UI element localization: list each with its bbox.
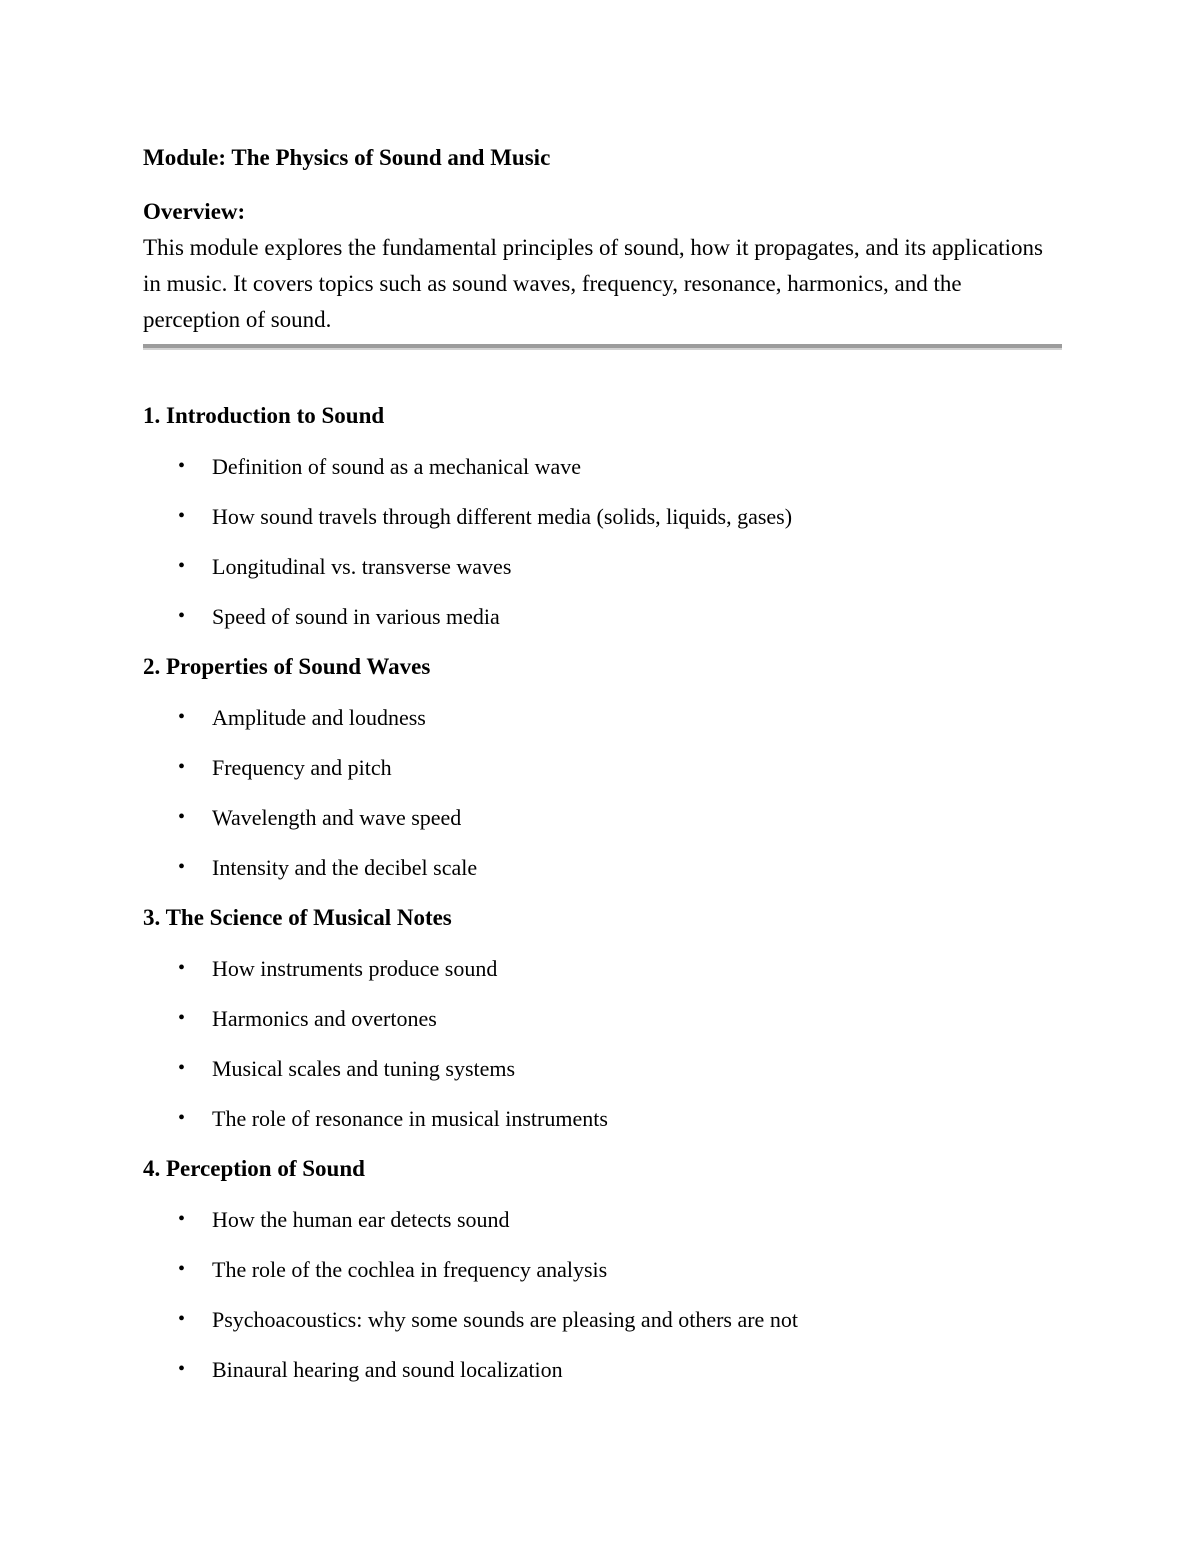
section-heading: 4. Perception of Sound — [143, 1156, 365, 1181]
section-science-of-musical-notes — [143, 904, 1062, 1132]
bullet-icon: • — [178, 455, 186, 477]
list-item — [178, 603, 1062, 630]
list-item-text: Wavelength and wave speed — [212, 805, 462, 830]
bullet-icon: • — [178, 1057, 186, 1079]
bullet-list — [143, 955, 1062, 1132]
list-item — [178, 1356, 1062, 1383]
list-item-text: Speed of sound in various media — [212, 604, 500, 629]
overview-block — [143, 194, 1062, 338]
list-item-text: Amplitude and loudness — [212, 705, 426, 730]
overview-text: This module explores the fundamental principles of sound, how it propagates, and its applications in music. It covers topics such as sound waves, frequency, resonance, harmonics, and the perception of sound. — [143, 235, 1043, 332]
section-properties-of-sound-waves — [143, 653, 1062, 881]
bullet-icon: • — [178, 756, 186, 778]
bullet-icon: • — [178, 1107, 186, 1129]
list-item-text: How sound travels through different media (solids, liquids, gases) — [212, 504, 793, 529]
bullet-icon: • — [178, 957, 186, 979]
list-item — [178, 1055, 1062, 1082]
list-item — [178, 1206, 1062, 1233]
bullet-icon: • — [178, 605, 186, 627]
bullet-icon: • — [178, 1007, 186, 1029]
bullet-icon: • — [178, 706, 186, 728]
bullet-list — [143, 453, 1062, 630]
list-item-text: How the human ear detects sound — [212, 1207, 510, 1232]
section-perception-of-sound — [143, 1155, 1062, 1383]
bullet-list — [143, 1206, 1062, 1383]
list-item — [178, 955, 1062, 982]
bullet-icon: • — [178, 1208, 186, 1230]
list-item — [178, 1256, 1062, 1283]
bullet-icon: • — [178, 856, 186, 878]
bullet-icon: • — [178, 505, 186, 527]
list-item — [178, 553, 1062, 580]
section-introduction-to-sound — [143, 402, 1062, 630]
bullet-icon: • — [178, 555, 186, 577]
bullet-list — [143, 704, 1062, 881]
list-item — [178, 754, 1062, 781]
list-item-text: Longitudinal vs. transverse waves — [212, 554, 512, 579]
list-item — [178, 804, 1062, 831]
module-title: Module: The Physics of Sound and Music — [143, 145, 551, 170]
bullet-icon: • — [178, 1308, 186, 1330]
list-item-text: Harmonics and overtones — [212, 1006, 437, 1031]
list-item — [178, 1105, 1062, 1132]
list-item — [178, 854, 1062, 881]
overview-label: Overview: — [143, 199, 246, 224]
list-item — [178, 1306, 1062, 1333]
list-item — [178, 704, 1062, 731]
bullet-icon: • — [178, 1258, 186, 1280]
list-item-text: Binaural hearing and sound localization — [212, 1357, 563, 1382]
list-item — [178, 453, 1062, 480]
bullet-icon: • — [178, 806, 186, 828]
horizontal-divider — [143, 344, 1062, 350]
list-item-text: The role of the cochlea in frequency analysis — [212, 1257, 608, 1282]
list-item-text: Frequency and pitch — [212, 755, 392, 780]
list-item — [178, 503, 1062, 530]
section-heading: 2. Properties of Sound Waves — [143, 654, 431, 679]
list-item-text: Psychoacoustics: why some sounds are pleasing and others are not — [212, 1307, 798, 1332]
list-item-text: Musical scales and tuning systems — [212, 1056, 516, 1081]
section-heading: 1. Introduction to Sound — [143, 403, 385, 428]
list-item-text: How instruments produce sound — [212, 956, 498, 981]
section-heading: 3. The Science of Musical Notes — [143, 905, 452, 930]
bullet-icon: • — [178, 1358, 186, 1380]
list-item — [178, 1005, 1062, 1032]
list-item-text: The role of resonance in musical instruments — [212, 1106, 608, 1131]
list-item-text: Intensity and the decibel scale — [212, 855, 478, 880]
list-item-text: Definition of sound as a mechanical wave — [212, 454, 581, 479]
